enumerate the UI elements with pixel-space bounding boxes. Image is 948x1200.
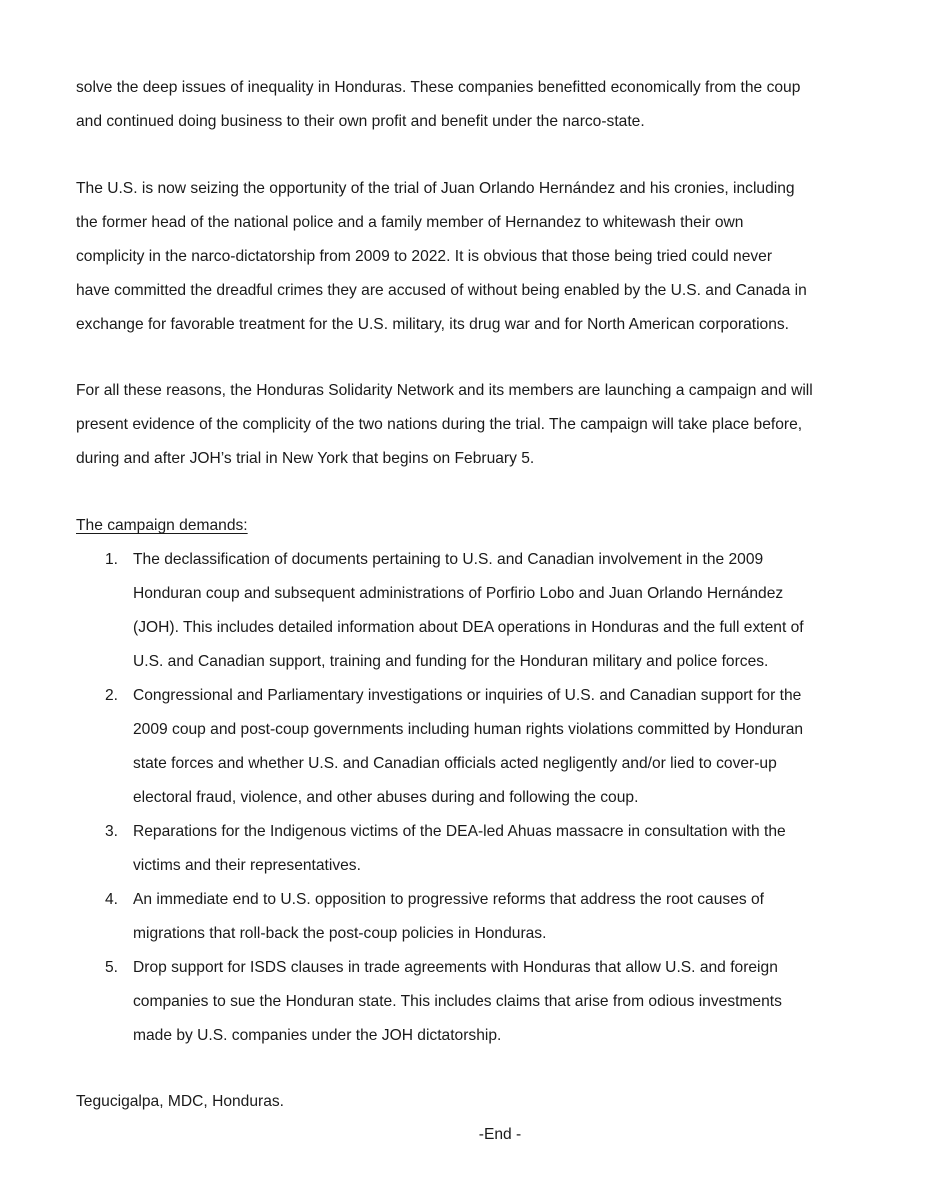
end-mark: -End - (478, 1126, 522, 1143)
text-line: An immediate end to U.S. opposition to progressive reforms that address the root causes of (133, 891, 765, 908)
text-line: The U.S. is now seizing the opportunity of the trial of Juan Orlando Hernández and his cronies, including (76, 180, 795, 197)
text-line: Honduran coup and subsequent administrations of Porfirio Lobo and Juan Orlando Hernández (133, 585, 784, 602)
list-number: 5. (105, 959, 119, 976)
paragraph-companies (76, 71, 886, 139)
place-line: Tegucigalpa, MDC, Honduras. (76, 1093, 285, 1110)
text-line: (JOH). This includes detailed information about DEA operations in Honduras and the full extent of (133, 619, 804, 636)
text-line: For all these reasons, the Honduras Solidarity Network and its members are launching a campaign and will (76, 382, 813, 399)
demand-item-1 (76, 543, 896, 679)
paragraph-trial (76, 172, 886, 342)
demands-list (76, 543, 896, 1053)
demand-item-5 (76, 951, 896, 1053)
demand-item-3 (76, 815, 896, 883)
text-line: present evidence of the complicity of the two nations during the trial. The campaign will take place before, (76, 416, 803, 433)
demand-item-2 (76, 679, 896, 815)
text-line: state forces and whether U.S. and Canadian officials acted negligently and/or lied to cover-up (133, 755, 777, 772)
text-line: victims and their representatives. (133, 857, 361, 874)
text-line: the former head of the national police and a family member of Hernandez to whitewash their own (76, 214, 744, 231)
text-line: during and after JOH’s trial in New York that begins on February 5. (76, 450, 535, 467)
text-line: exchange for favorable treatment for the U.S. military, its drug war and for North American corporations. (76, 316, 790, 333)
text-line: have committed the dreadful crimes they are accused of without being enabled by the U.S. and Canada in (76, 282, 807, 299)
text-line: made by U.S. companies under the JOH dictatorship. (133, 1027, 502, 1044)
text-line: and continued doing business to their own profit and benefit under the narco-state. (76, 113, 645, 130)
text-line: 2009 coup and post-coup governments including human rights violations committed by Honduran (133, 721, 804, 738)
text-line: complicity in the narco-dictatorship from 2009 to 2022. It is obvious that those being tried could never (76, 248, 773, 265)
text-line: migrations that roll-back the post-coup policies in Honduras. (133, 925, 547, 942)
text-line: solve the deep issues of inequality in Honduras. These companies benefitted economically from the coup (76, 79, 801, 96)
list-number: 3. (105, 823, 119, 840)
text-line: electoral fraud, violence, and other abuses during and following the coup. (133, 789, 639, 806)
text-line: The declassification of documents pertaining to U.S. and Canadian involvement in the 2009 (133, 551, 764, 568)
text-line: companies to sue the Honduran state. This includes claims that arise from odious investments (133, 993, 782, 1010)
text-line: Congressional and Parliamentary investigations or inquiries of U.S. and Canadian support for the (133, 687, 802, 704)
text-line: Reparations for the Indigenous victims of the DEA-led Ahuas massacre in consultation with the (133, 823, 786, 840)
list-number: 2. (105, 687, 119, 704)
text-line: Drop support for ISDS clauses in trade agreements with Honduras that allow U.S. and foreign (133, 959, 778, 976)
list-number: 1. (105, 551, 119, 568)
paragraph-campaign (76, 374, 886, 476)
demand-item-4 (76, 883, 896, 951)
text-line: U.S. and Canadian support, training and funding for the Honduran military and police forces. (133, 653, 769, 670)
demands-heading: The campaign demands: (76, 517, 248, 534)
list-number: 4. (105, 891, 119, 908)
